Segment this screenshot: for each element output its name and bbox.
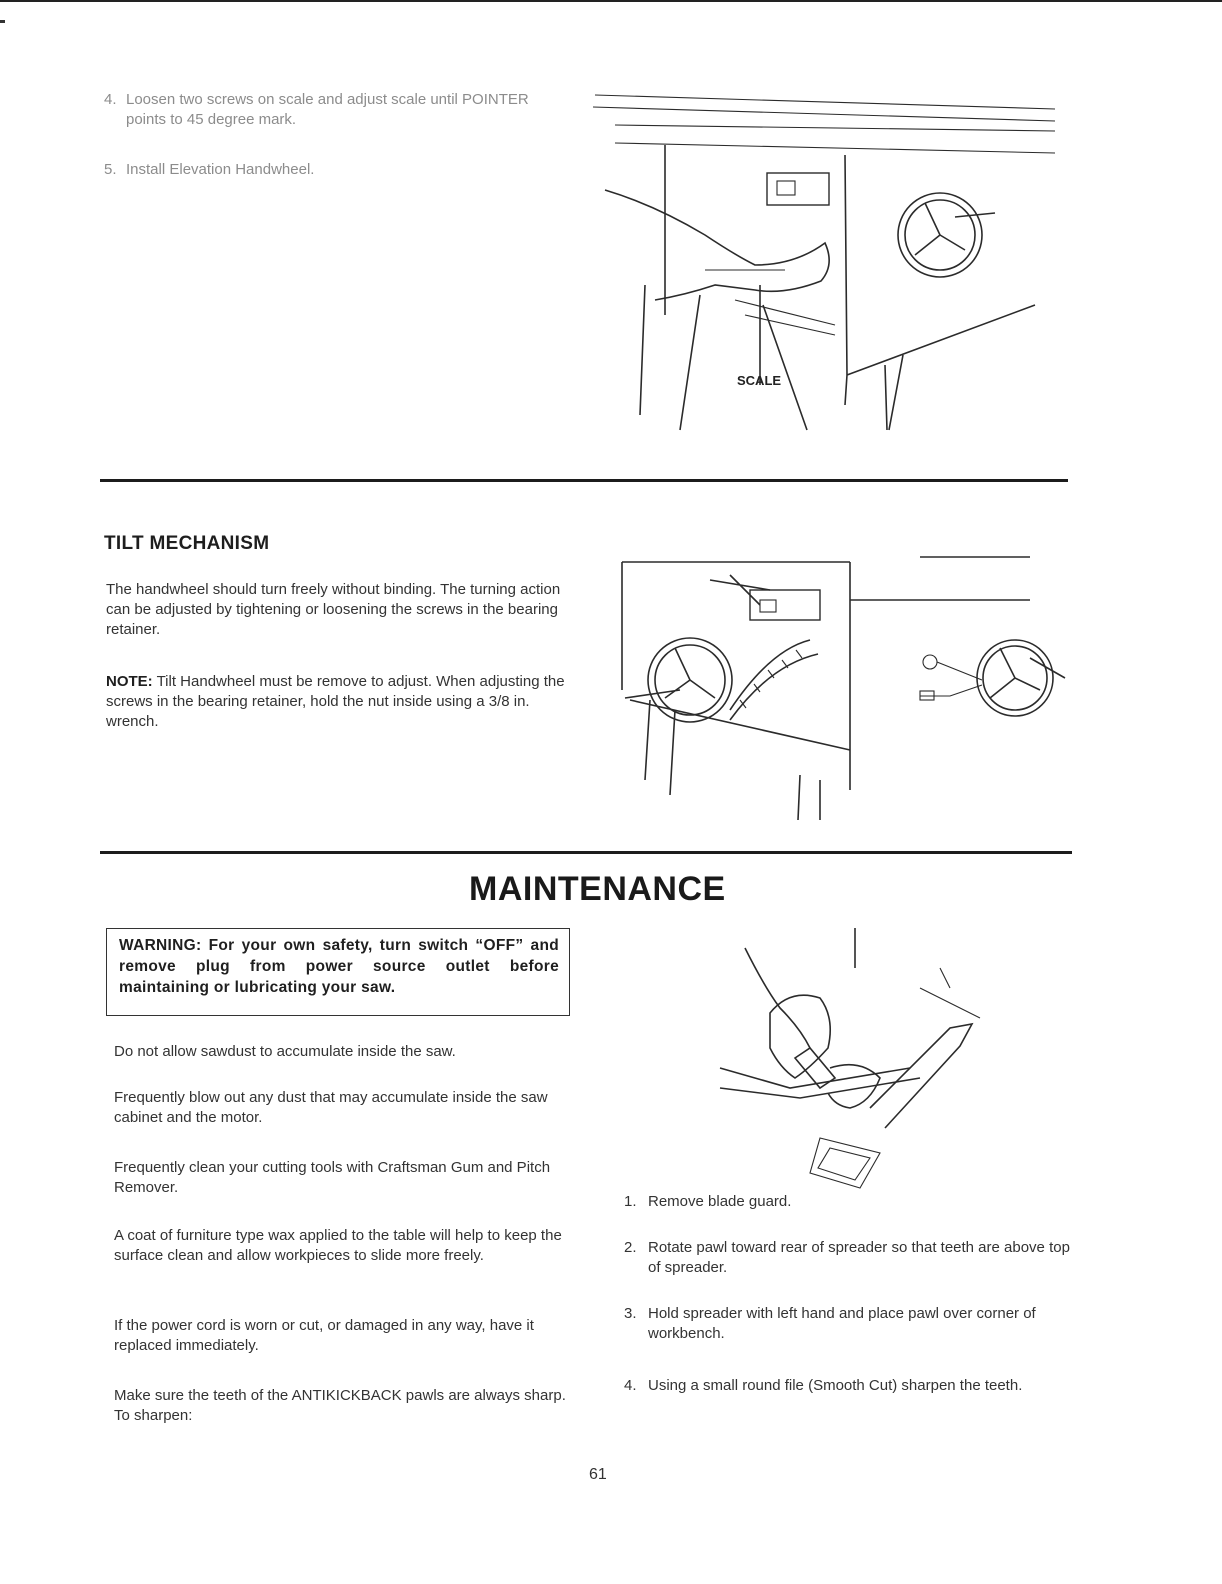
sharpen-step: 1. Remove blade guard. bbox=[624, 1193, 792, 1210]
maintenance-paragraph: A coat of furniture type wax applied to the table will help to keep the surface clean and allow workpieces to slide more freely. bbox=[114, 1227, 562, 1264]
pawl-sharpening-illustration bbox=[710, 928, 1000, 1193]
tilt-note: NOTE: Tilt Handwheel must be remove to adjust. When adjusting the screws in the bearing retainer, hold the nut inside using a 3/8 in. wrench. bbox=[106, 673, 565, 730]
tilt-body: The handwheel should turn freely without binding. The turning action can be adjusted by tightening or loosening the screws in the bearing retainer. bbox=[106, 581, 561, 638]
tilt-mechanism-illustration bbox=[620, 550, 1070, 820]
sharpen-step: 4. Using a small round file (Smooth Cut) sharpen the teeth. bbox=[624, 1377, 1023, 1394]
warning-box: WARNING: For your own safety, turn switch “OFF” and remove plug from power source outlet before maintaining or lubricating your saw. bbox=[106, 928, 570, 1016]
corner-mark bbox=[0, 20, 5, 23]
page-number: 61 bbox=[589, 1466, 607, 1483]
top-border-rule bbox=[0, 0, 1222, 2]
sharpen-step: 2. Rotate pawl toward rear of spreader so that teeth are above top of spreader. bbox=[624, 1239, 1070, 1276]
sharpen-step: 3. Hold spreader with left hand and place pawl over corner of workbench. bbox=[624, 1305, 1036, 1342]
maintenance-paragraph: If the power cord is worn or cut, or damaged in any way, have it replaced immediately. bbox=[114, 1317, 534, 1354]
section-divider-1 bbox=[100, 479, 1068, 482]
section-divider-2 bbox=[100, 851, 1072, 854]
maintenance-paragraph: Frequently blow out any dust that may accumulate inside the saw cabinet and the motor. bbox=[114, 1089, 548, 1126]
scale-callout: SCALE bbox=[737, 373, 782, 388]
scale-adjustment-illustration bbox=[585, 85, 1065, 435]
step-5: 5. Install Elevation Handwheel. bbox=[104, 161, 315, 178]
tilt-mechanism-heading: TILT MECHANISM bbox=[104, 533, 270, 554]
maintenance-paragraph: Make sure the teeth of the ANTIKICKBACK pawls are always sharp. To sharpen: bbox=[114, 1387, 566, 1424]
maintenance-title: MAINTENANCE bbox=[469, 870, 726, 908]
maintenance-paragraph: Frequently clean your cutting tools with Craftsman Gum and Pitch Remover. bbox=[114, 1159, 551, 1196]
maintenance-paragraph: Do not allow sawdust to accumulate inside the saw. bbox=[114, 1043, 456, 1060]
step-4: 4. Loosen two screws on scale and adjust scale until POINTER points to 45 degree mark. bbox=[104, 91, 529, 128]
